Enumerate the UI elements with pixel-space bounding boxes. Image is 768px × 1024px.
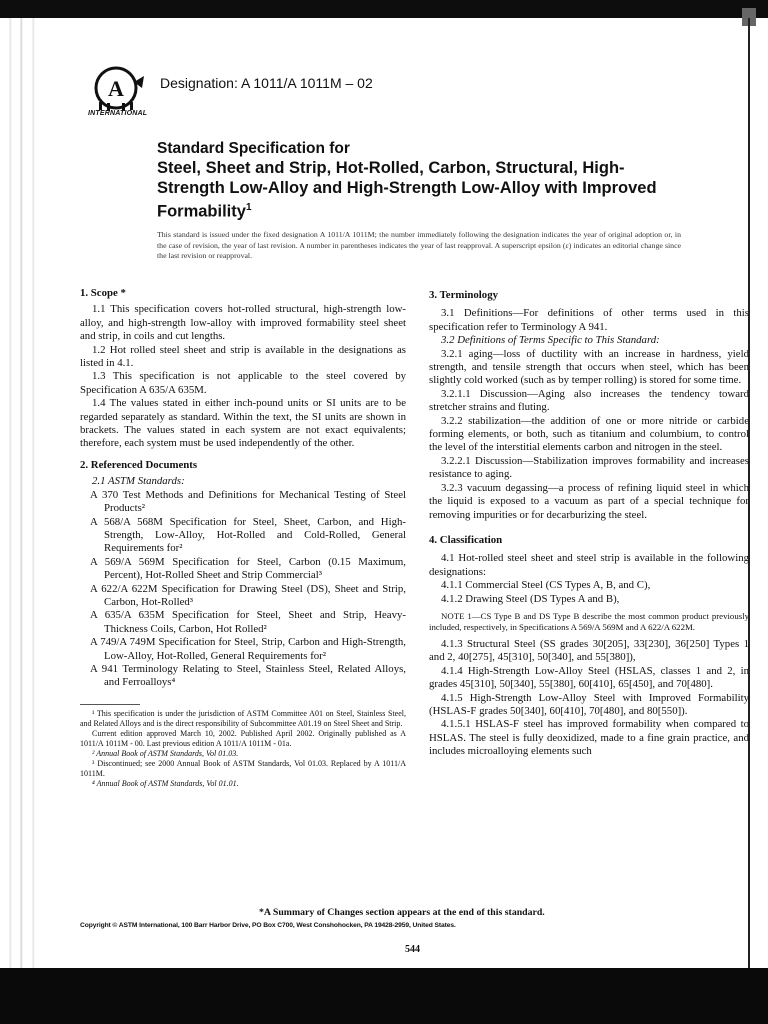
scope-para: 1.1 This specification covers hot-rolled structural, high-strength low-alloy, and high-strength low-alloy with improved formability steel sheet and strip, in coils and cut lengths. bbox=[80, 303, 406, 343]
terminology-para: 3.2.1 aging—loss of ductility with an increase in hardness, yield strength, and tensile strength that occurs when steel, which has been slightly cold worked (such as by temper rolling) is stored for some time. bbox=[429, 347, 749, 387]
note-1: NOTE 1—CS Type B and DS Type B describe the most common product previously included, respectively, in Specifications A 569/A 569M and A 622/A 622M. bbox=[429, 610, 749, 632]
reference-item: A 941 Terminology Relating to Steel, Stainless Steel, Related Alloys, and Ferroalloys⁴ bbox=[90, 662, 406, 689]
issuance-note: This standard is issued under the fixed designation A 1011/A 1011M; the number immediately following the designation indicates the year of original adoption or, in the case of revision, the year of last revision. A number in parentheses indicates the year of last reapproval. A superscript epsilon (ε) indicates an editorial change since the last revision or reapproval. bbox=[157, 230, 681, 260]
section-heading-scope: 1. Scope * bbox=[80, 287, 126, 299]
scope-para: 1.4 The values stated in either inch-pound units or SI units are to be regarded separately as standard. Within the text, the SI units are shown in brackets. The values stated in each system are not exact equivalents; therefore, each system must be used independently of the other. bbox=[80, 397, 406, 450]
terminology-para: 3.2.2.1 Discussion—Stabilization improves formability and increases resistance to aging. bbox=[429, 454, 749, 481]
reference-item: A 569/A 569M Specification for Steel, Carbon (0.15 Maximum, Percent), Hot-Rolled Sheet and Strip Commercial³ bbox=[90, 555, 406, 582]
page-number: 544 bbox=[405, 944, 420, 955]
copyright-line: Copyright © ASTM International, 100 Barr Harbor Drive, PO Box C700, West Conshohocken, PA 19428-2959, United States. bbox=[80, 922, 456, 929]
scan-bottom-border bbox=[0, 968, 768, 1024]
terminology-para: 3.1 Definitions—For definitions of other terms used in this specification refer to Terminology A 941. bbox=[429, 307, 749, 333]
terminology-para: 3.2.2 stabilization—the addition of one or more nitride or carbide forming elements, or both, such as titanium and columbium, to control the level of the interstitial elements carbon and nitrogen in the steel. bbox=[429, 414, 749, 454]
classification-para: 4.1.5 High-Strength Low-Alloy Steel with Improved Formability (HSLAS-F grades 50[340], 60[410], 70[480], and 80[550]). bbox=[429, 691, 749, 717]
document-title: Steel, Sheet and Strip, Hot-Rolled, Carbon, Structural, High-Strength Low-Alloy and High-Strength Low-Alloy with Improved Formability$^1$ bbox=[157, 159, 657, 221]
scope-para: 1.3 This specification is not applicable to the steel covered by Specification A 635/A 635M. bbox=[80, 370, 406, 396]
section-heading-terminology: 3. Terminology bbox=[429, 289, 498, 301]
footnote: Current edition approved March 10, 2002. Published April 2002. Originally published as A 1011/A 1011M - 00. Last previous edition A 1011/A 1011M - 01a. bbox=[80, 728, 406, 748]
reference-item: A 749/A 749M Specification for Steel, Strip, Carbon and High-Strength, Low-Alloy, Hot-Rolled, General Requirements for² bbox=[90, 636, 406, 662]
reference-item: A 370 Test Methods and Definitions for Mechanical Testing of Steel Products² bbox=[90, 488, 406, 515]
classification-para: 4.1.3 Structural Steel (SS grades 30[205], 33[230], 36[250] Types 1 and 2, 40[275], 45[310], 50[340], and 55[380]), bbox=[429, 637, 749, 664]
section-heading-classification: 4. Classification bbox=[429, 533, 503, 546]
terminology-para: 3.2.1.1 Discussion—Aging also increases the tendency toward stretcher strains and fluting. bbox=[429, 387, 749, 414]
summary-notice: *A Summary of Changes section appears at the end of this standard. bbox=[259, 907, 545, 918]
scan-binding-edge bbox=[0, 18, 38, 968]
right-column bbox=[429, 289, 749, 759]
scan-top-border bbox=[0, 0, 768, 18]
footnote: ⁴ Annual Book of ASTM Standards, Vol 01.01. bbox=[92, 778, 239, 788]
reference-item: A 622/A 622M Specification for Drawing Steel (DS), Sheet and Strip, Carbon, Hot-Rolled³ bbox=[90, 582, 406, 608]
classification-para: 4.1 Hot-rolled steel sheet and steel strip is available in the following designations: bbox=[429, 552, 749, 578]
footnote: ² Annual Book of ASTM Standards, Vol 01.03. bbox=[92, 748, 239, 758]
footnote-divider bbox=[80, 704, 140, 705]
classification-para: 4.1.2 Drawing Steel (DS Types A and B), bbox=[441, 592, 620, 605]
reference-item: A 635/A 635M Specification for Steel, Sheet and Strip, Heavy-Thickness Coils, Carbon, Hot Rolled² bbox=[90, 609, 406, 635]
scan-right-edge bbox=[748, 18, 764, 968]
classification-para: 4.1.1 Commercial Steel (CS Types A, B, and C), bbox=[441, 579, 651, 592]
scope-para: 1.2 Hot rolled steel sheet and strip is available in the designations as listed in 4.1. bbox=[80, 343, 406, 370]
logo-subtitle: INTERNATIONAL bbox=[88, 110, 148, 117]
footnote: ³ Discontinued; see 2000 Annual Book of ASTM Standards, Vol 01.03. Replaced by A 1011/A 1011M. bbox=[80, 758, 406, 778]
classification-para: 4.1.4 High-Strength Low-Alloy Steel (HSLAS, classes 1 and 2, in grades 45[310], 50[340], 55[380], 60[410], 65[450], and 70[480]. bbox=[429, 664, 749, 691]
title-line-1: Standard Specification for bbox=[157, 140, 350, 157]
footnote: ¹ This specification is under the jurisdiction of ASTM Committee A01 on Steel, Stainless Steel, and Related Alloys and is the direct responsibility of Subcommittee A01.19 on Steel Sheet and Strip. bbox=[80, 708, 406, 728]
classification-para: 4.1.5.1 HSLAS-F steel has improved formability when compared to HSLAS. The steel is fully deoxidized, made to a fine grain practice, and includes microalloying elements such bbox=[429, 718, 749, 758]
svg-text:A: A bbox=[108, 76, 124, 101]
reference-item: A 568/A 568M Specification for Steel, Sheet, Carbon, and High-Strength, Low-Alloy, Hot-Rolled and Cold-Rolled, General Requirements for² bbox=[90, 515, 406, 555]
references-subheading: 2.1 ASTM Standards: bbox=[92, 475, 185, 488]
designation: Designation: A 1011/A 1011M – 02 bbox=[160, 75, 373, 91]
left-column bbox=[80, 287, 406, 789]
section-heading-references: 2. Referenced Documents bbox=[80, 458, 198, 471]
terminology-para: 3.2.3 vacuum degassing—a process of refining liquid steel in which the liquid is exposed to a vacuum as part of a special technique for removing impurities or for decarburizing the steel. bbox=[429, 481, 749, 521]
terminology-para: 3.2 Definitions of Terms Specific to This Standard: bbox=[441, 334, 660, 347]
